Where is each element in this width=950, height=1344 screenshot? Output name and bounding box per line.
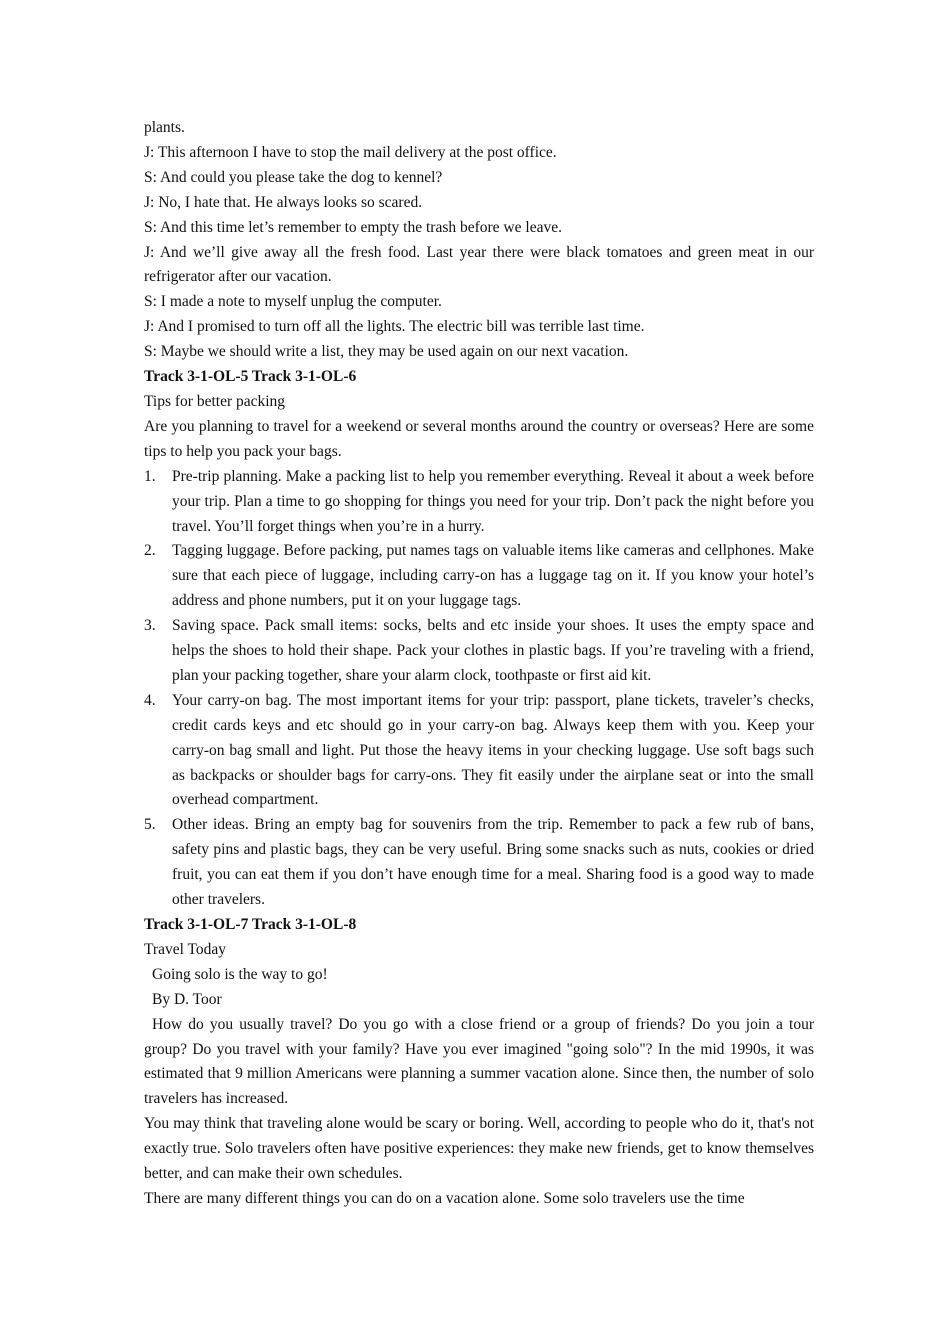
track-heading: Track 3-1-OL-5 Track 3-1-OL-6 [144,368,357,386]
list-item [144,813,814,913]
list-number: 2. [144,542,156,560]
dialogue-line: S: I made a note to myself unplug the computer. [144,293,442,311]
list-number: 5. [144,816,156,834]
list-item-text: Your carry-on bag. The most important items for your trip: passport, plane tickets, traveler’s checks, credit cards keys and etc should go in your carry-on bag. Always keep them with you. Keep your carry-on bag small and light. Put those the heavy items in your checking luggage. Use soft bags such as backpacks or shoulder bags for carry-ons. They fit easily under the airplane seat or into the small overhead compartment. [172,691,814,809]
list-item [144,689,814,814]
dialogue-line: S: And could you please take the dog to kennel? [144,168,443,186]
list-number: 4. [144,691,156,709]
list-item [144,465,814,540]
body-paragraph: There are many different things you can do on a vacation alone. Some solo travelers use the time [144,1189,745,1207]
list-item [144,539,814,614]
tips-list [144,465,814,913]
dialogue-line: S: And this time let’s remember to empty the trash before we leave. [144,218,562,236]
list-number: 1. [144,467,156,485]
list-item [144,614,814,689]
dialogue-line: J: No, I hate that. He always looks so scared. [144,193,423,211]
dialogue-line: J: This afternoon I have to stop the mail delivery at the post office. [144,143,557,161]
list-item-text: Tagging luggage. Before packing, put names tags on valuable items like cameras and cellphones. Make sure that each piece of luggage, including carry-on has a luggage tag on it. If you know your hotel’s address and phone numbers, put it on your luggage tags. [172,542,814,610]
list-item-text: Pre-trip planning. Make a packing list to help you remember everything. Reveal it about a week before your trip. Plan a time to go shopping for things you need for your trip. Don’t pack the night before you travel. You’ll forget things when you’re in a hurry. [172,467,814,535]
list-item-text: Saving space. Pack small items: socks, belts and etc inside your shoes. It uses the empty space and helps the shoes to hold their shape. Pack your clothes in plastic bags. If you’re traveling with a friend, plan your packing together, share your alarm clock, toothpaste or first aid kit. [172,617,814,684]
dialogue-line: plants. [144,119,185,136]
dialogue-line: S: Maybe we should write a list, they may be used again on our next vacation. [144,343,629,361]
intro-paragraph: Are you planning to travel for a weekend or several months around the country or overseas? Here are some tips to help you pack your bags. [144,417,814,460]
section-title: Tips for better packing [144,392,286,410]
body-paragraph: You may think that traveling alone would be scary or boring. Well, according to people who do it, that's not exactly true. Solo travelers often have positive experiences: they make new friends, get to know themselves better, and can make their own schedules. [144,1115,814,1183]
list-item-text: Other ideas. Bring an empty bag for souvenirs from the trip. Remember to pack a few rub of bans, safety pins and plastic bags, they can be very useful. Bring some snacks such as nuts, cookies or dried fruit, you can eat them if you don’t have enough time for a meal. Sharing food is a good way to made other travelers. [172,816,814,909]
article-byline: By D. Toor [152,990,222,1008]
dialogue-line: J: And I promised to turn off all the lights. The electric bill was terrible last time. [144,318,645,336]
track-heading: Track 3-1-OL-7 Track 3-1-OL-8 [144,916,357,933]
dialogue-line: J: And we’ll give away all the fresh food. Last year there were black tomatoes and green meat in our refrigerator after our vacation. [144,243,814,286]
body-paragraph: How do you usually travel? Do you go with a close friend or a group of friends? Do you join a tour group? Do you travel with your family? Have you ever imagined "going solo"? In the mid 1990s, it was estimated that 9 million Americans were planning a summer vacation alone. Since then, the number of solo travelers has increased. [144,1015,814,1108]
list-number: 3. [144,617,156,635]
document-page [144,116,814,1212]
section-title: Travel Today [144,940,227,958]
article-subtitle: Going solo is the way to go! [152,965,328,983]
